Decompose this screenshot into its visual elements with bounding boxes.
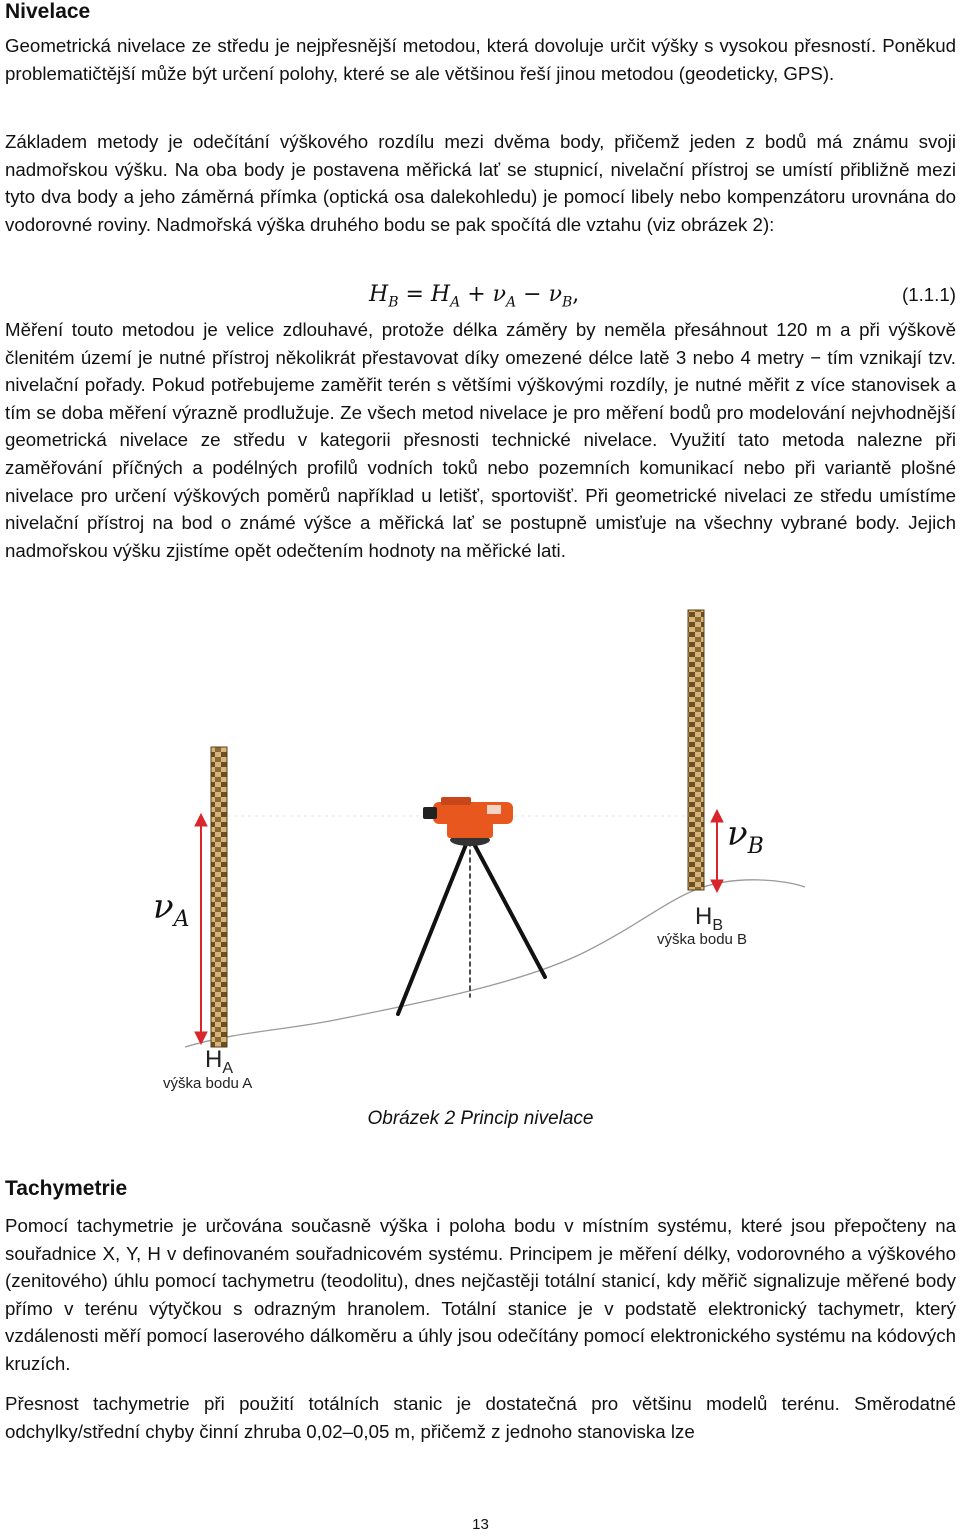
- equation-number: (1.1.1): [901, 284, 956, 305]
- label-ha: $H_A$: [205, 1046, 234, 1077]
- figure-leveling-principle: [5, 602, 956, 1107]
- paragraph-accuracy: Přesnost tachymetrie při použití totálních stanic je dostatečná pro většinu modelů terénu. Směrodatné odchylky/střední chyby činní zhruba 0,02–0,05 m, přičemž z jednoho stanoviska lze: [5, 1393, 956, 1442]
- section-heading-nivelace: Nivelace: [5, 0, 91, 23]
- label-hb: $H_B$: [695, 903, 724, 934]
- label-hb-text: výška bodu B: [657, 931, 748, 948]
- label-ha-text: výška bodu A: [163, 1075, 253, 1092]
- figure-caption: Obrázek 2 Princip nivelace: [367, 1108, 594, 1129]
- paragraph-details: Měření touto metodou je velice zdlouhavé, protože délka záměry by neměla přesáhnout 120 m a při výškově členitém území je nutné přístroj několikrát přestavovat díky omezené délce latě 3 nebo 4 metry − tím vznikají tzv. nivelační pořady. Pokud potřebujeme zaměřit terén s většími výškovými rozdíly, je nutné měřit z více stanovisek a tím se doba měření výrazně prodlužuje. Ze všech metod nivelace je pro měření bodů pro modelování nejvhodnější geometrická nivelace ze středu v kategorii přesnosti technické nivelace. Využití tato metoda nalezne při zaměřování příčných a podélných profilů vodních toků nebo pozemních komunikací nebo při variantě plošné nivelace pro určení výškových poměrů například u letišť, sportovišť. Při geometrické nivelaci ze středu umístíme nivelační přístroj na bod o známé výšce a měřická lať se postupně umisťuje na všechny vybrané body. Jejich nadmořskou výšku zjistíme opět odečtením hodnoty na měřické lati.: [5, 319, 956, 561]
- tripod: [398, 842, 545, 1014]
- paragraph-method: Základem metody je odečítání výškového rozdílu mezi dvěma body, přičemž jeden z bodů má známu svoji nadmořskou výšku. Na oba body je postavena měřická lať se stupnicí, nivelační přístroj se umístí přibližně mezi tyto dva body a jeho záměrná přímka (optická osa dalekohledu) je pomocí libely nebo kompenzátoru urovnána do vodorovné roviny. Nadmořská výška druhého bodu se pak spočítá dle vztahu (viz obrázek 2):: [5, 131, 956, 235]
- leveling-staff-b: [688, 610, 704, 890]
- paragraph-intro: Geometrická nivelace ze středu je nejpřesnější metodou, která dovoluje určit výšky s vysokou přesností. Poněkud problematičtější může být určení polohy, které se ale většinou řeší jinou metodou (geodeticky, GPS).: [5, 35, 956, 84]
- page-number: 13: [472, 1516, 489, 1533]
- paragraph-tachymetry: Pomocí tachymetrie je určována současně výška i poloha bodu v místním systému, které jsou přepočteny na souřadnice X, Y, H v definovaném souřadnicovém systému. Principem je měření délky, vodorovného a výškového (zenitového) úhlu pomocí tachymetru (teodolitu), dnes nejčastěji totální stanicí, kdy měřič signalizuje měřené body přímo v terénu výtyčkou s odrazným hranolem. Totální stanice je v podstatě elektronický tachymetr, který vzdálenosti měří pomocí laserového dálkoměru a úhly jsou odečítány pomocí elektronického systému na kódových kruzích.: [5, 1215, 956, 1374]
- leveling-diagram: [5, 602, 956, 1107]
- equation-row: [5, 282, 956, 314]
- section-heading-tachymetrie: Tachymetrie: [5, 1177, 128, 1200]
- leveling-instrument: [423, 797, 513, 846]
- equation-formula: $H_B = H_A + \nu_A - \nu_B$,: [369, 282, 580, 311]
- height-arrow-a: [195, 814, 207, 1044]
- label-nu-a: $\nu_A$: [153, 887, 190, 932]
- height-arrow-b: [711, 810, 723, 892]
- label-nu-b: $\nu_B$: [727, 814, 764, 859]
- leveling-staff-a: [211, 747, 227, 1047]
